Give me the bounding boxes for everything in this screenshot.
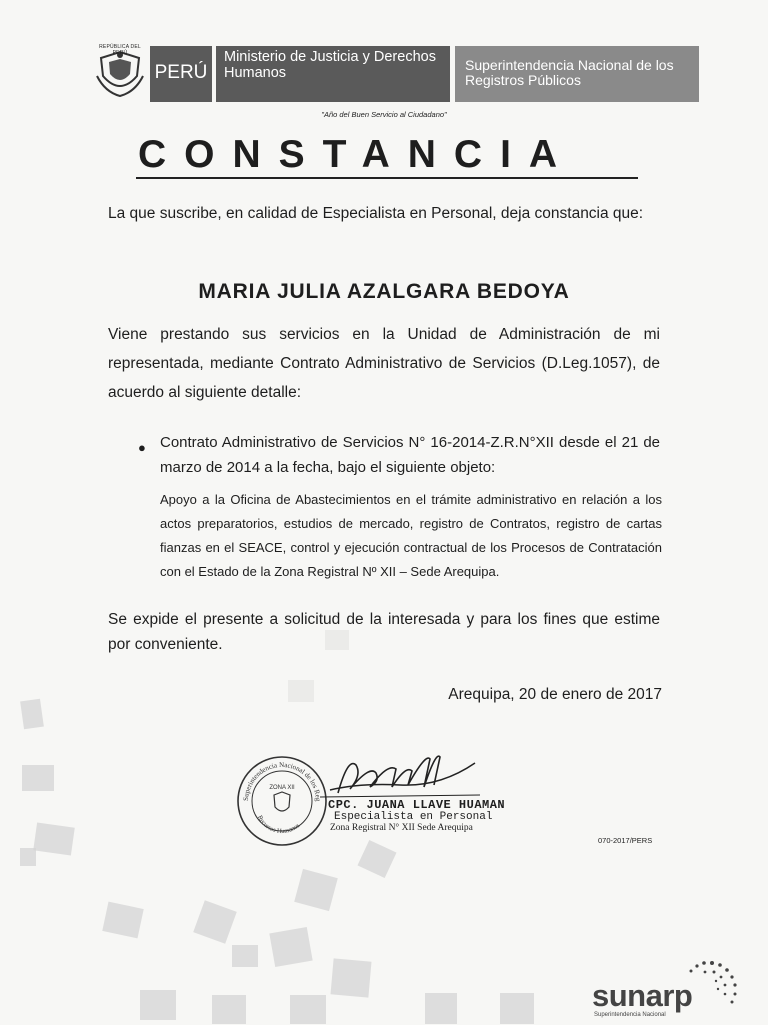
peru-header-block xyxy=(150,46,212,102)
decorative-square xyxy=(269,927,312,967)
crest-caption: REPÚBLICA DEL PERÚ xyxy=(99,44,141,56)
agency-label: Superintendencia Nacional de los Registros Públicos xyxy=(465,57,674,88)
svg-text:Recursos Humanos xyxy=(256,814,302,835)
contract-bullet: Contrato Administrativo de Servicios N° 16-2014-Z.R.N°XII desde el 21 de marzo de 2014 a la fecha, bajo el siguiente objeto: xyxy=(160,434,660,476)
decorative-square xyxy=(212,995,246,1024)
contract-detail: Apoyo a la Oficina de Abastecimientos en el trámite administrativo en relación a los actos preparatorios, estudios de mercado, registro de Contratos, registro de cartas fianzas en el SEACE, control y ejecución contractual de los Procesos de Contratación con el Estado de la Zona Registral Nº XII – Sede Arequipa. xyxy=(160,492,662,579)
decorative-square xyxy=(294,869,338,911)
decorative-square xyxy=(357,840,396,878)
decorative-square xyxy=(140,990,176,1020)
signatory-role: Especialista en Personal xyxy=(334,811,493,823)
signatory-name: CPC. JUANA LLAVE HUAMAN xyxy=(328,798,506,812)
seal-center-text: ZONA XII xyxy=(269,785,295,791)
decorative-square xyxy=(20,848,36,866)
decorative-square xyxy=(20,699,44,730)
service-paragraph: Viene prestando sus servicios en la Unidad de Administración de mi representada, mediante Contrato Administrativo de Servicios (D.Leg.1057), de acuerdo al siguiente detalle: xyxy=(108,326,660,401)
document-title: CONSTANCIA xyxy=(138,133,576,176)
agency-header-block xyxy=(455,46,699,102)
decorative-square xyxy=(290,995,326,1024)
title-underline xyxy=(136,177,638,179)
closing-paragraph: Se expide el presente a solicitud de la interesada y para los fines que estime por conveniente. xyxy=(108,611,660,653)
place-date: Arequipa, 20 de enero de 2017 xyxy=(448,686,662,703)
ministry-header-block xyxy=(216,46,450,102)
decorative-square xyxy=(33,822,75,855)
seal-text: Superintendencia Nacional de los Reg xyxy=(241,760,323,802)
decorative-square xyxy=(331,958,372,997)
decorative-square xyxy=(232,945,258,967)
decorative-square xyxy=(22,765,54,791)
decorative-square xyxy=(425,993,457,1024)
sunarp-logo-subtitle: Superintendencia Nacional xyxy=(594,1012,666,1018)
decorative-square xyxy=(500,993,534,1024)
employee-name: MARIA JULIA AZALGARA BEDOYA xyxy=(198,280,570,303)
ministry-label: Ministerio de Justicia y Derechos Humanos xyxy=(224,49,436,81)
reference-code: 070-2017/PERS xyxy=(598,836,653,845)
decorative-square xyxy=(102,902,143,939)
country-label: PERÚ xyxy=(154,62,208,83)
decorative-square xyxy=(193,900,237,944)
signatory-office: Zona Registral N° XII Sede Arequipa xyxy=(330,823,473,833)
seal-bottom-text: Recursos Humanos xyxy=(255,814,302,836)
intro-paragraph: La que suscribe, en calidad de Especialista en Personal, deja constancia que: xyxy=(108,205,644,222)
sunarp-logo: sunarp xyxy=(592,978,693,1013)
decorative-square xyxy=(288,680,314,702)
year-motto: "Año del Buen Servicio al Ciudadano" xyxy=(321,110,447,119)
bullet-icon: ● xyxy=(138,440,146,455)
